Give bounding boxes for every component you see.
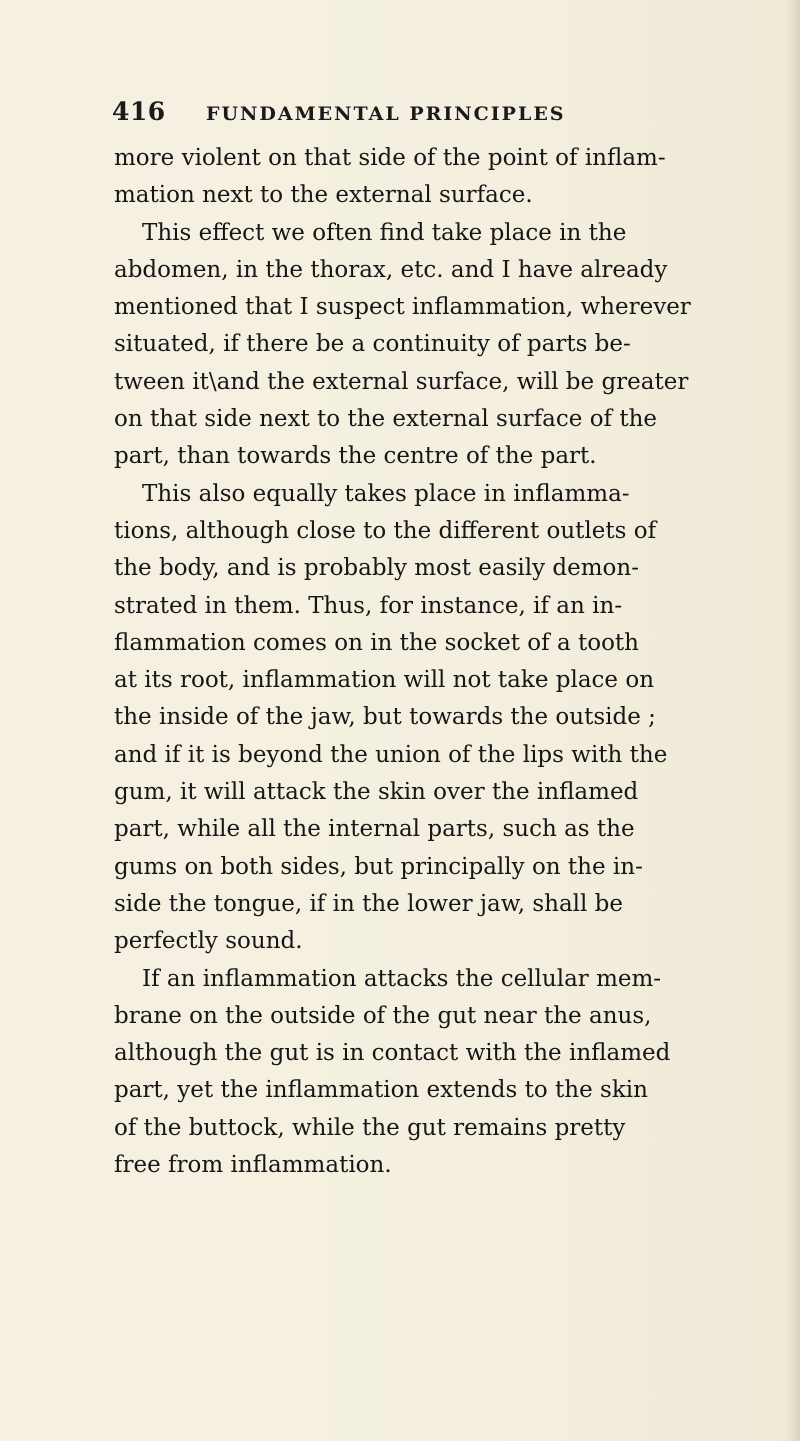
text-line: If an inflammation attacks the cellular mem- [142,965,662,992]
text-line: the body, and is probably most easily demon- [114,555,639,582]
text-line: This also equally takes place in inflamma- [142,480,630,507]
text-line: of the buttock, while the gut remains pretty [114,1114,626,1141]
text-line: part, yet the inflammation extends to the skin [114,1077,648,1104]
text-line: perfectly sound. [114,928,303,955]
text-line: tions, although close to the different outlets of [114,517,657,544]
text-line: This effect we often find take place in the [142,219,627,246]
text-line: brane on the outside of the gut near the anus, [114,1002,652,1029]
text-line: tween it\and the external surface, will be greater [114,368,689,395]
text-line: side the tongue, if in the lower jaw, shall be [114,890,624,917]
text-line: on that side next to the external surface of the [114,406,658,433]
text-line: gum, it will attack the skin over the inflamed [114,779,639,806]
text-line: although the gut is in contact with the inflamed [114,1040,671,1067]
text-line: more violent on that side of the point of inflam- [114,145,666,171]
text-line: at its root, inflammation will not take place on [114,667,655,694]
body-text [114,140,734,1184]
text-line: mation next to the external surface. [114,182,533,209]
text-line: part, than towards the centre of the part. [114,443,597,470]
page-number: 416 [112,97,166,126]
text-line: and if it is beyond the union of the lips with the [114,741,668,768]
text-line: flammation comes on in the socket of a tooth [114,629,639,656]
text-line: the inside of the jaw, but towards the outside ; [114,704,656,731]
text-line: abdomen, in the thorax, etc. and I have already [114,256,668,283]
page-edge-shadow [786,0,800,1441]
text-line: part, while all the internal parts, such as the [114,816,635,843]
page-header [112,97,752,137]
text-line: strated in them. Thus, for instance, if an in- [114,592,623,619]
text-line: mentioned that I suspect inflammation, wherever [114,294,691,321]
running-head: FUNDAMENTAL PRINCIPLES [206,103,566,125]
text-line: free from inflammation. [114,1152,392,1179]
text-line: gums on both sides, but principally on the in- [114,853,643,880]
text-line: situated, if there be a continuity of parts be- [114,331,631,358]
